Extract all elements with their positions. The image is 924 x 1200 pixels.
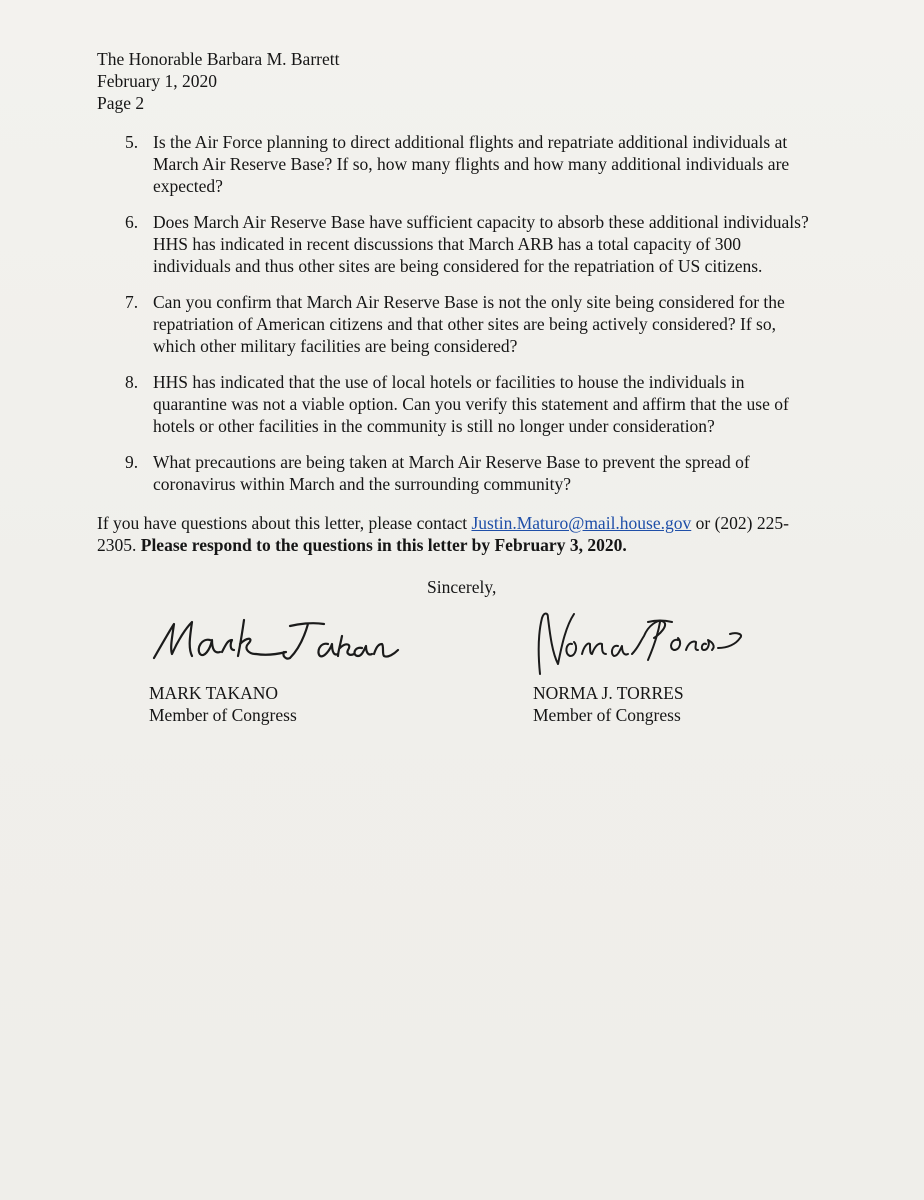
- signer-name: MARK TAKANO: [149, 683, 279, 703]
- question-number: 7.: [125, 292, 139, 312]
- question-item: [125, 371, 815, 437]
- question-text: HHS has indicated that the use of local hotels or facilities to house the individuals in quarantine was not a viable option. Can you verify this statement and affirm that the use of hotels or other facilities in the community is still no longer under consideration?: [153, 372, 789, 436]
- question-text: Can you confirm that March Air Reserve Base is not the only site being considered for the repatriation of American citizens and that other sites are being actively considered? If so, which other military facilities are being considered?: [153, 292, 785, 356]
- question-number: 6.: [125, 212, 139, 232]
- signer-title: Member of Congress: [533, 705, 681, 725]
- signature-mark-takano: [148, 614, 408, 674]
- signature-norma-torres: [532, 604, 772, 678]
- letter-header: [97, 48, 339, 114]
- question-number: 8.: [125, 372, 139, 392]
- question-item: [125, 131, 815, 197]
- contact-email-link[interactable]: Justin.Maturo@mail.house.gov: [471, 513, 692, 533]
- signer-name: NORMA J. TORRES: [533, 683, 684, 703]
- question-number: 9.: [125, 452, 139, 472]
- question-item: [125, 451, 815, 495]
- page-number: Page 2: [97, 93, 145, 113]
- question-text: What precautions are being taken at March Air Reserve Base to prevent the spread of coronavirus within March and the surrounding community?: [153, 452, 750, 494]
- question-item: [125, 211, 815, 277]
- question-number: 5.: [125, 132, 139, 152]
- question-text: Does March Air Reserve Base have sufficient capacity to absorb these additional individuals? HHS has indicated in recent discussions that March ARB has a total capacity of 300 individuals and thus other sites are being considered for the repatriation of US citizens.: [153, 212, 809, 276]
- signer-title: Member of Congress: [149, 705, 297, 725]
- contact-paragraph: [97, 512, 817, 556]
- response-deadline: Please respond to the questions in this letter by February 3, 2020.: [140, 535, 627, 555]
- closing-salutation: Sincerely,: [427, 577, 497, 597]
- question-item: [125, 291, 815, 357]
- contact-phone: or (202) 225-2305.: [97, 513, 789, 555]
- recipient-line: The Honorable Barbara M. Barrett: [97, 49, 340, 69]
- signer-block-takano: [149, 682, 297, 726]
- question-text: Is the Air Force planning to direct additional flights and repatriate additional individuals at March Air Reserve Base? If so, how many flights and how many additional individuals are expected?: [153, 132, 790, 196]
- question-list: [125, 131, 815, 509]
- signer-block-torres: [533, 682, 684, 726]
- date-line: February 1, 2020: [97, 71, 218, 91]
- contact-intro: If you have questions about this letter, please contact: [97, 513, 472, 533]
